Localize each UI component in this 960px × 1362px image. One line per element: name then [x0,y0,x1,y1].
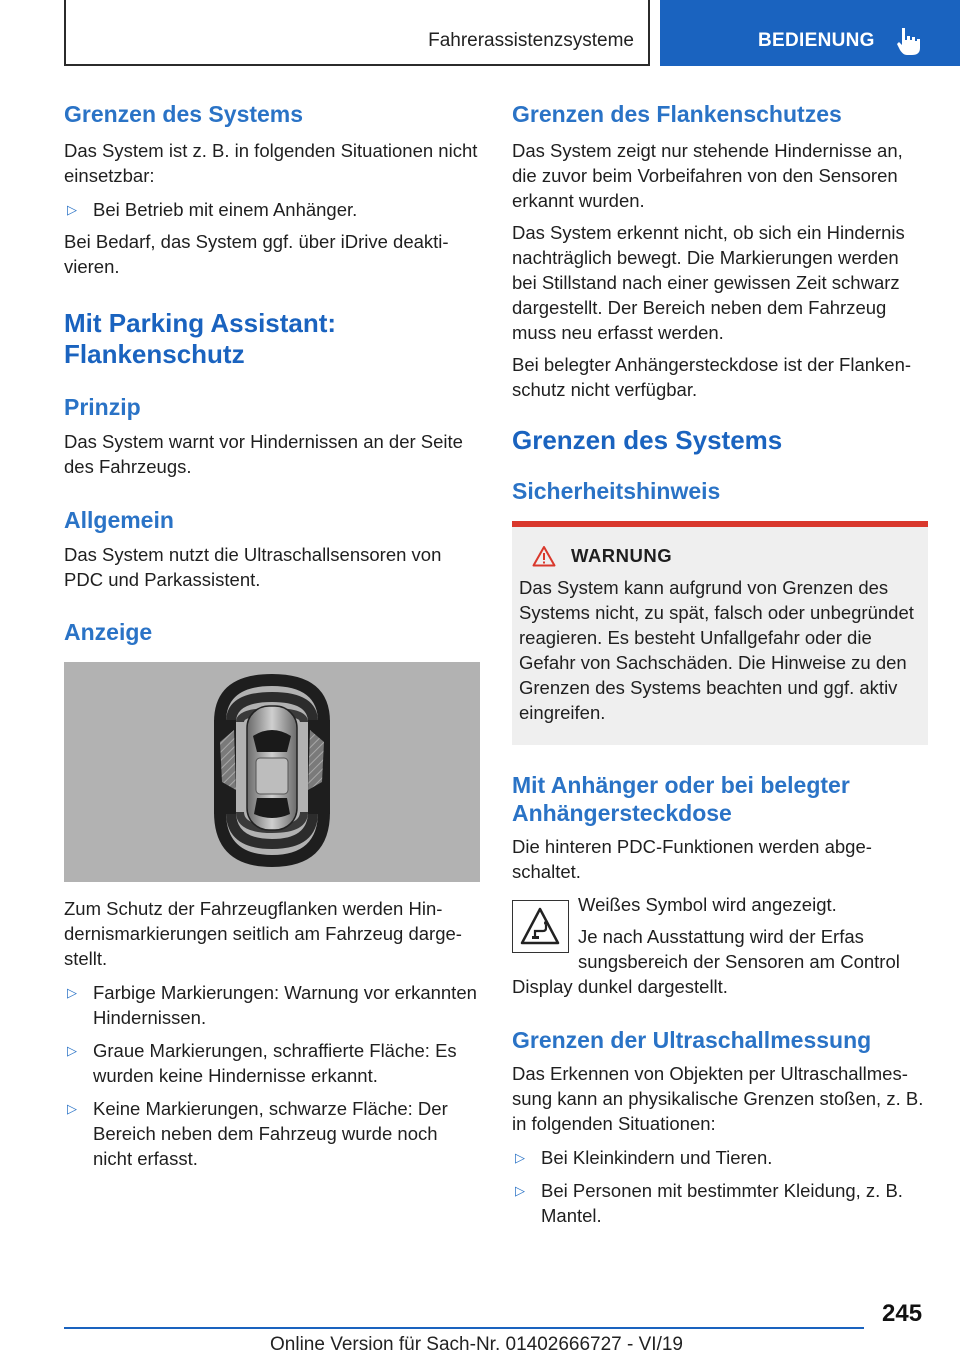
heading-grenzen-flankenschutz: Grenzen des Flankenschutzes [512,101,842,127]
warning-box [512,521,928,745]
heading-ultraschall: Grenzen der Ultraschallmessung [512,1027,872,1053]
right-column [512,100,928,1228]
triangle-bullet-icon: ▷ [67,202,77,217]
footer-divider [64,1327,864,1329]
trailer-warning-icon [513,901,567,951]
list-item: ▷ Keine Markierungen, schwarze Fläche: Der Bereich neben dem Fahrzeug wurde noch nicht erfasst. [67,1098,448,1169]
heading-anzeige: Anzeige [64,619,153,645]
triangle-bullet-icon: ▷ [67,1101,77,1116]
warning-content [512,527,928,745]
bullet-list [64,980,480,1171]
heading-sicherheitshinweis: Sicherheitshinweis [512,478,721,504]
bullet-list [512,1145,928,1228]
symbol-text: Weißes Symbol wird angezeigt. [578,894,837,915]
paragraph: Je nach Ausstattung wird der Erfas [578,926,864,947]
list-item: ▷ Farbige Markierungen: Warnung vor erkannten Hindernissen. [67,982,477,1028]
header-chapter-tab [660,0,960,66]
warning-text: Das System kann aufgrund von Grenzen des Systems nicht, zu spät, falsch oder unbegründet reagieren. Es besteht Unfallgefahr oder die Gefahr von Sachschäden. Die Hinweise zu den Grenzen des Systems beachten und ggf. aktiv eingreifen. [519,577,914,723]
paragraph: Display dunkel dargestellt. [512,976,728,997]
header-chapter-title: BEDIENUNG [758,30,875,51]
warning-title: WARNUNG [571,545,673,566]
heading-grenzen-des-systems: Grenzen des Systems [64,101,304,127]
left-column [64,100,480,1171]
page-number: 245 [882,1300,923,1327]
triangle-bullet-icon: ▷ [67,1043,77,1058]
hand-pointer-icon [896,26,922,56]
list-item: ▷ Bei Personen mit bestimmter Kleidung, z. B. Mantel. [515,1180,903,1226]
paragraph: Das Erkennen von Objekten per Ultraschallmessung kann an physikalische Grenzen stoßen, z. B. in folgenden Situationen: [512,1063,924,1134]
paragraph: Das System ist z. B. in folgenden Situationen nicht einsetzbar: [64,140,478,186]
list-item: ▷ Bei Betrieb mit einem Anhänger. [67,199,358,220]
paragraph: Das System erkennt nicht, ob sich ein Hindernis nachträglich bewegt. Die Markierungen werden bei Stillstand nach einer gewissen Zeit schwarz dargestellt. Der Bereich neben dem Fahrzeug muss neu erfasst werden. [512,222,905,343]
triangle-bullet-icon: ▷ [515,1150,525,1165]
warning-triangle-icon [532,545,556,567]
paragraph: Das System warnt vor Hindernissen an der Seite des Fahrzeugs. [64,431,463,477]
car-flank-protection-image [64,662,480,882]
paragraph: Bei Bedarf, das System ggf. über iDrive deaktivieren. [64,231,449,277]
header-section-tab [64,0,650,66]
symbol-block [512,892,928,999]
trailer-warning-symbol [512,900,569,953]
header-section-title: Fahrerassistenzsysteme [428,30,634,51]
list-item: ▷ Bei Kleinkindern und Tieren. [515,1147,773,1168]
heading-grenzen-des-systems: Grenzen des Systems [512,425,783,455]
heading-allgemein: Allgemein [64,507,174,533]
paragraph: Zum Schutz der Fahrzeugflanken werden Hindernismarkierungen seitlich am Fahrzeug dargestellt. [64,898,462,969]
list-item: ▷ Graue Markierungen, schraffierte Fläche: Es wurden keine Hindernisse erkannt. [67,1040,457,1086]
paragraph: sungsbereich der Sensoren am Control [578,951,900,972]
paragraph: Bei belegter Anhängersteckdose ist der Flankenschutz nicht verfügbar. [512,354,912,400]
paragraph: Das System nutzt die Ultraschallsensoren von PDC und Parkassistent. [64,544,442,590]
paragraph: Die hinteren PDC-Funktionen werden abgeschaltet. [512,836,872,882]
heading-anhaenger: Mit Anhänger oder bei belegter Anhängersteckdose [512,772,850,826]
heading-prinzip: Prinzip [64,394,141,420]
parking-display-figure [64,662,480,882]
triangle-bullet-icon: ▷ [515,1183,525,1198]
bullet-list [64,197,480,222]
triangle-bullet-icon: ▷ [67,985,77,1000]
heading-flankenschutz: Mit Parking Assistant: Flankenschutz [64,308,337,369]
paragraph: Das System zeigt nur stehende Hindernisse an, die zuvor beim Vorbeifahren von den Sensoren erkannt wurden. [512,140,903,211]
footer-version-text: Online Version für Sach-Nr. 01402666727 - VI/19 [270,1334,683,1355]
